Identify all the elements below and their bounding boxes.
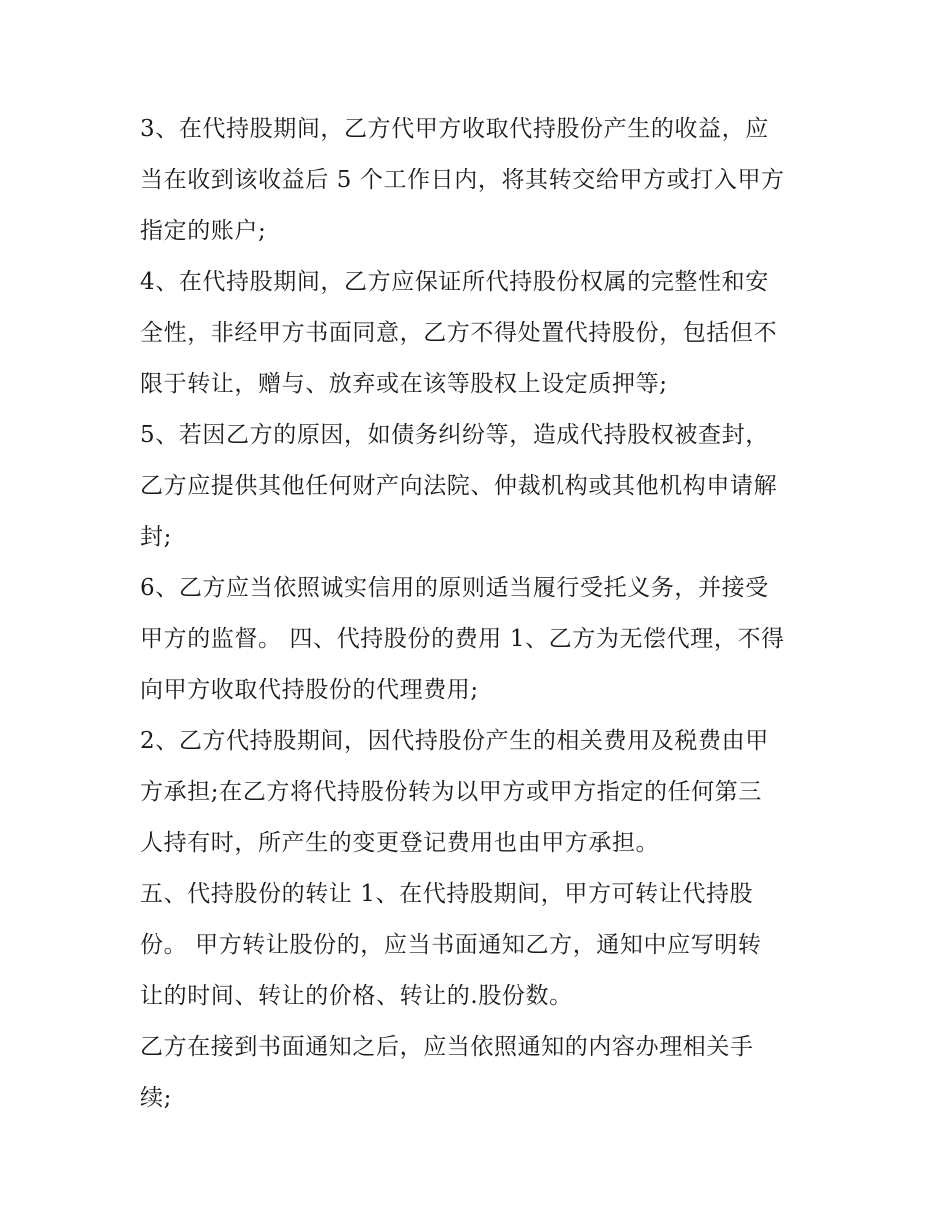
text-line: 方承担;在乙方将代持股份转为以甲方或甲方指定的任何第三 [140,779,762,805]
text-line: 全性，非经甲方书面同意，乙方不得处置代持股份，包括但不 [140,320,778,346]
paragraph-clause-5 [140,410,820,563]
text-line: 续; [140,1085,172,1111]
text-line: 人持有时，所产生的变更登记费用也由甲方承担。 [140,830,660,856]
text-line: 让的时间、转让的价格、转让的.股份数。 [140,983,573,1009]
text-line: 4、在代持股期间，乙方应保证所代持股份权属的完整性和安 [140,269,769,295]
paragraph-clause-4 [140,257,820,410]
text-line: 指定的账户; [140,218,267,244]
text-line: 5、若因乙方的原因，如债务纠纷等，造成代持股权被查封， [140,422,769,448]
paragraph-clause-3 [140,104,820,257]
paragraph-transfer-section [140,869,820,1022]
text-line: 份。 甲方转让股份的，应当书面通知乙方，通知中应写明转 [140,932,762,958]
text-line: 当在收到该收益后 5 个工作日内，将其转交给甲方或打入甲方 [140,167,785,193]
text-line: 3、在代持股期间，乙方代甲方收取代持股份产生的收益，应 [140,116,769,142]
paragraph-transfer-procedure [140,1022,820,1124]
paragraph-fees-clause-2 [140,716,820,869]
paragraph-clause-6 [140,563,820,716]
text-line: 乙方应提供其他任何财产向法院、仲裁机构或其他机构申请解 [140,473,778,499]
text-line: 向甲方收取代持股份的代理费用; [140,677,479,703]
text-line: 五、代持股份的转让 1、在代持股期间，甲方可转让代持股 [140,881,754,907]
text-line: 封; [140,524,172,550]
text-line: 乙方在接到书面通知之后，应当依照通知的内容办理相关手 [140,1034,754,1060]
text-line: 6、乙方应当依照诚实信用的原则适当履行受托义务，并接受 [140,575,769,601]
text-line: 2、乙方代持股期间，因代持股份产生的相关费用及税费由甲 [140,728,769,754]
text-line: 甲方的监督。 四、代持股份的费用 1、乙方为无偿代理，不得 [140,626,785,652]
document-body [140,104,820,1124]
text-line: 限于转让，赠与、放弃或在该等股权上设定质押等; [140,371,668,397]
